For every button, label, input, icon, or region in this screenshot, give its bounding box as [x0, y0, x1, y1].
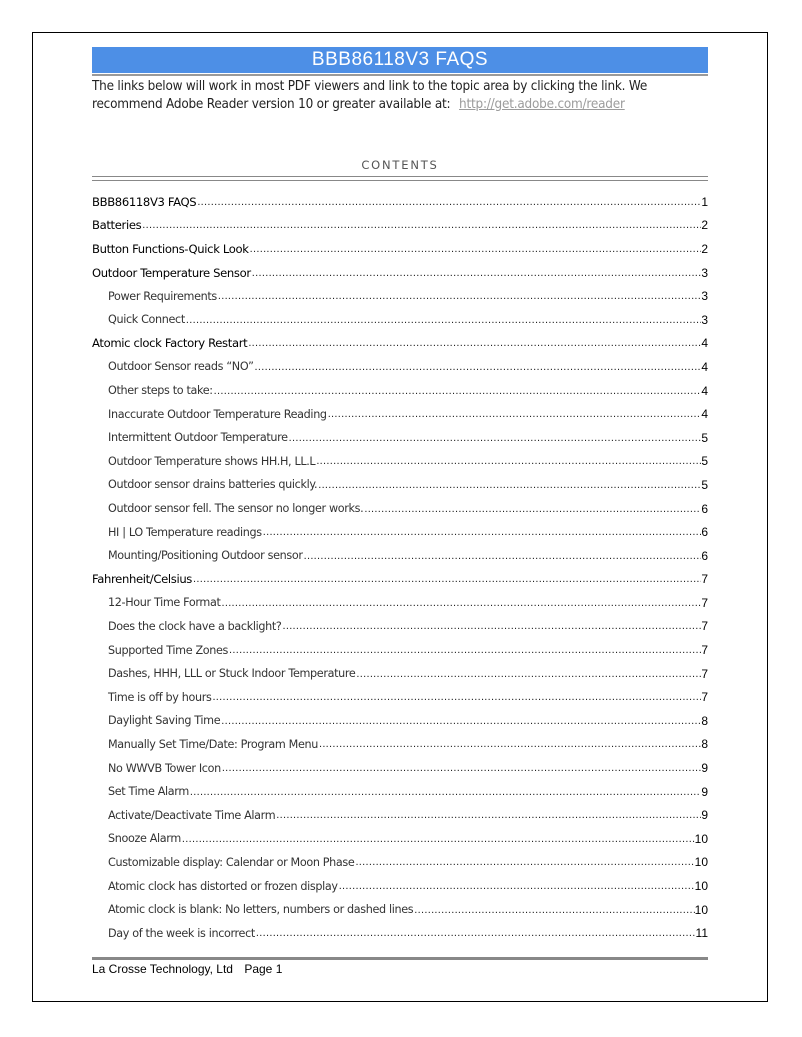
- toc-entry-page[interactable]: 5: [701, 430, 708, 445]
- toc-leader-dots: [315, 455, 701, 467]
- toc-entry-page[interactable]: 9: [701, 784, 708, 799]
- adobe-reader-link[interactable]: http://get.adobe.com/reader: [459, 97, 625, 112]
- toc-leader-dots: [185, 314, 701, 326]
- toc-entry-page[interactable]: 4: [701, 383, 708, 398]
- document-title: BBB86118V3 FAQS: [92, 47, 708, 73]
- toc-entry[interactable]: [92, 638, 708, 662]
- toc-leader-dots: [211, 691, 701, 703]
- toc-entry-page[interactable]: 5: [701, 477, 708, 492]
- toc-entry-page[interactable]: 3: [701, 265, 708, 280]
- toc-leader-dots: [247, 337, 701, 349]
- toc-entry[interactable]: [92, 190, 708, 214]
- toc-leader-dots: [251, 267, 702, 279]
- toc-entry-label[interactable]: Mounting/Positioning Outdoor sensor: [108, 549, 303, 563]
- toc-entry-page[interactable]: 9: [701, 808, 708, 823]
- toc-leader-dots: [228, 644, 701, 656]
- toc-entry[interactable]: [92, 803, 708, 827]
- toc-leader-dots: [355, 668, 701, 680]
- toc-entry-page[interactable]: 7: [701, 690, 708, 705]
- toc-entry-page[interactable]: 2: [701, 241, 708, 256]
- toc-entry-label[interactable]: Supported Time Zones: [108, 643, 229, 657]
- toc-entry[interactable]: [92, 780, 708, 804]
- toc-entry[interactable]: [92, 544, 708, 568]
- toc-entry-page[interactable]: 3: [701, 289, 708, 304]
- toc-entry-page[interactable]: 3: [701, 312, 708, 327]
- toc-leader-dots: [318, 738, 701, 750]
- toc-entry[interactable]: [92, 898, 708, 922]
- toc-leader-dots: [303, 550, 702, 562]
- toc-entry-page[interactable]: 10: [694, 831, 708, 846]
- toc-entry-label[interactable]: Outdoor sensor drains batteries quickly.: [108, 478, 318, 492]
- toc-leader-dots: [249, 243, 702, 255]
- toc-entry-label[interactable]: Outdoor Sensor reads “NO”: [108, 360, 254, 374]
- toc-leader-dots: [327, 408, 702, 420]
- toc-entry[interactable]: [92, 685, 708, 709]
- toc-leader-dots: [338, 880, 695, 892]
- toc-entry-page[interactable]: 11: [695, 926, 708, 941]
- toc-entry-label[interactable]: BBB86118V3 FAQS: [92, 194, 197, 209]
- toc-entry-label[interactable]: No WWVB Tower Icon: [108, 761, 221, 775]
- contents-heading: CONTENTS: [361, 158, 439, 172]
- toc-entry-page[interactable]: 7: [701, 595, 708, 610]
- toc-entry-label[interactable]: Batteries: [92, 218, 142, 233]
- toc-entry-page[interactable]: 6: [701, 525, 708, 540]
- toc-entry[interactable]: [92, 214, 708, 238]
- toc-entry-label[interactable]: Set Time Alarm: [108, 785, 189, 799]
- toc-entry-label[interactable]: Time is off by hours: [108, 690, 212, 704]
- toc-entry[interactable]: [92, 591, 708, 615]
- toc-entry-label[interactable]: Other steps to take:: [108, 384, 213, 398]
- page-footer: [92, 962, 282, 976]
- toc-entry-label[interactable]: Fahrenheit/Celsius: [92, 572, 193, 587]
- toc-entry[interactable]: [92, 261, 708, 285]
- toc-entry-label[interactable]: Outdoor Temperature shows HH.H, LL.L: [108, 454, 316, 468]
- toc-leader-dots: [181, 833, 695, 845]
- toc-entry-label[interactable]: HI | LO Temperature readings: [108, 525, 262, 539]
- toc-entry-page[interactable]: 1: [701, 194, 708, 209]
- toc-entry[interactable]: [92, 379, 708, 403]
- footer-divider: [92, 957, 708, 960]
- toc-leader-dots: [354, 856, 694, 868]
- toc-entry-page[interactable]: 7: [701, 619, 708, 634]
- toc-entry[interactable]: [92, 332, 708, 356]
- toc-entry-page[interactable]: 7: [701, 643, 708, 658]
- toc-leader-dots: [255, 927, 696, 939]
- toc-entry-label[interactable]: Inaccurate Outdoor Temperature Reading: [108, 407, 327, 421]
- footer-company: La Crosse Technology, Ltd: [92, 962, 233, 976]
- toc-leader-dots: [262, 526, 702, 538]
- intro-paragraph: [92, 78, 712, 114]
- toc-leader-dots: [281, 620, 701, 632]
- toc-leader-dots: [288, 432, 702, 444]
- toc-entry-page[interactable]: 10: [694, 879, 708, 894]
- toc-entry-page[interactable]: 6: [701, 548, 708, 563]
- toc-entry[interactable]: [92, 473, 708, 497]
- toc-entry-page[interactable]: 7: [701, 666, 708, 681]
- toc-leader-dots: [196, 196, 701, 208]
- toc-entry[interactable]: [92, 520, 708, 544]
- toc-entry-label[interactable]: Dashes, HHH, LLL or Stuck Indoor Temperature: [108, 667, 356, 681]
- toc-entry-label[interactable]: Power Requirements: [108, 289, 217, 303]
- toc-entry[interactable]: [92, 874, 708, 898]
- toc-entry-page[interactable]: 10: [694, 902, 708, 917]
- toc-entry[interactable]: [92, 615, 708, 639]
- toc-leader-dots: [220, 597, 701, 609]
- toc-entry-label[interactable]: Button Functions-Quick Look: [92, 241, 249, 256]
- toc-leader-dots: [254, 361, 702, 373]
- toc-entry-label[interactable]: Outdoor Temperature Sensor: [92, 265, 251, 280]
- toc-entry-label[interactable]: Manually Set Time/Date: Program Menu: [108, 737, 318, 751]
- toc-entry[interactable]: [92, 662, 708, 686]
- toc-entry-label[interactable]: Daylight Saving Time: [108, 714, 221, 728]
- toc-leader-dots: [213, 385, 702, 397]
- toc-entry-label[interactable]: Atomic clock has distorted or frozen display: [108, 879, 338, 893]
- toc-leader-dots: [217, 290, 701, 302]
- toc-entry[interactable]: [92, 709, 708, 733]
- toc-entry-label[interactable]: Day of the week is incorrect: [108, 926, 255, 940]
- toc-entry-label[interactable]: Does the clock have a backlight?: [108, 619, 282, 633]
- toc-leader-dots: [413, 904, 694, 916]
- toc-entry-page[interactable]: 4: [701, 359, 708, 374]
- toc-leader-dots: [275, 809, 701, 821]
- toc-leader-dots: [221, 762, 701, 774]
- toc-entry[interactable]: [92, 237, 708, 261]
- toc-entry-label[interactable]: Intermittent Outdoor Temperature: [108, 431, 288, 445]
- toc-entry-page[interactable]: 8: [701, 737, 708, 752]
- toc-entry[interactable]: [92, 851, 708, 875]
- toc-entry[interactable]: [92, 921, 708, 945]
- toc-entry[interactable]: [92, 827, 708, 851]
- toc-entry-page[interactable]: 5: [701, 454, 708, 469]
- toc-leader-dots: [317, 479, 701, 491]
- toc-entry[interactable]: [92, 426, 708, 450]
- toc-entry-label[interactable]: Outdoor sensor fell. The sensor no longer works.: [108, 502, 364, 516]
- toc-entry[interactable]: [92, 402, 708, 426]
- toc-entry-label[interactable]: Atomic clock Factory Restart: [92, 336, 248, 351]
- toc-entry-page[interactable]: 2: [701, 218, 708, 233]
- toc-entry-label[interactable]: Quick Connect: [108, 313, 185, 327]
- toc-leader-dots: [141, 219, 701, 231]
- toc-entry-label[interactable]: Customizable display: Calendar or Moon Phase: [108, 855, 355, 869]
- title-divider: [92, 74, 708, 76]
- toc-entry-label[interactable]: Snooze Alarm: [108, 832, 181, 846]
- toc-entry-label[interactable]: Activate/Deactivate Time Alarm: [108, 808, 276, 822]
- contents-divider: [92, 176, 708, 181]
- toc-leader-dots: [192, 573, 701, 585]
- toc-entry-page[interactable]: 7: [701, 572, 708, 587]
- toc-entry-page[interactable]: 8: [701, 713, 708, 728]
- toc-entry-page[interactable]: 4: [701, 336, 708, 351]
- toc-entry-label[interactable]: Atomic clock is blank: No letters, numbers or dashed lines: [108, 903, 414, 917]
- footer-page-number: Page 1: [244, 962, 283, 976]
- intro-text: The links below will work in most PDF viewers and link to the topic area by clicking the link. We recommend Adobe Reader version 10 or greater available at:: [92, 79, 648, 112]
- toc-entry[interactable]: [92, 756, 708, 780]
- toc-leader-dots: [189, 786, 701, 798]
- toc-leader-dots: [220, 715, 701, 727]
- toc-entry[interactable]: [92, 450, 708, 474]
- toc-entry-page[interactable]: 6: [701, 501, 708, 516]
- table-of-contents: [92, 190, 708, 945]
- toc-entry[interactable]: [92, 284, 708, 308]
- toc-leader-dots: [363, 503, 701, 515]
- toc-entry-label[interactable]: 12-Hour Time Format: [108, 596, 221, 610]
- toc-entry[interactable]: [92, 355, 708, 379]
- toc-entry-page[interactable]: 9: [701, 761, 708, 776]
- toc-entry-page[interactable]: 4: [701, 407, 708, 422]
- toc-entry[interactable]: [92, 497, 708, 521]
- toc-entry[interactable]: [92, 308, 708, 332]
- toc-entry[interactable]: [92, 733, 708, 757]
- toc-entry-page[interactable]: 10: [694, 855, 708, 870]
- toc-entry[interactable]: [92, 568, 708, 592]
